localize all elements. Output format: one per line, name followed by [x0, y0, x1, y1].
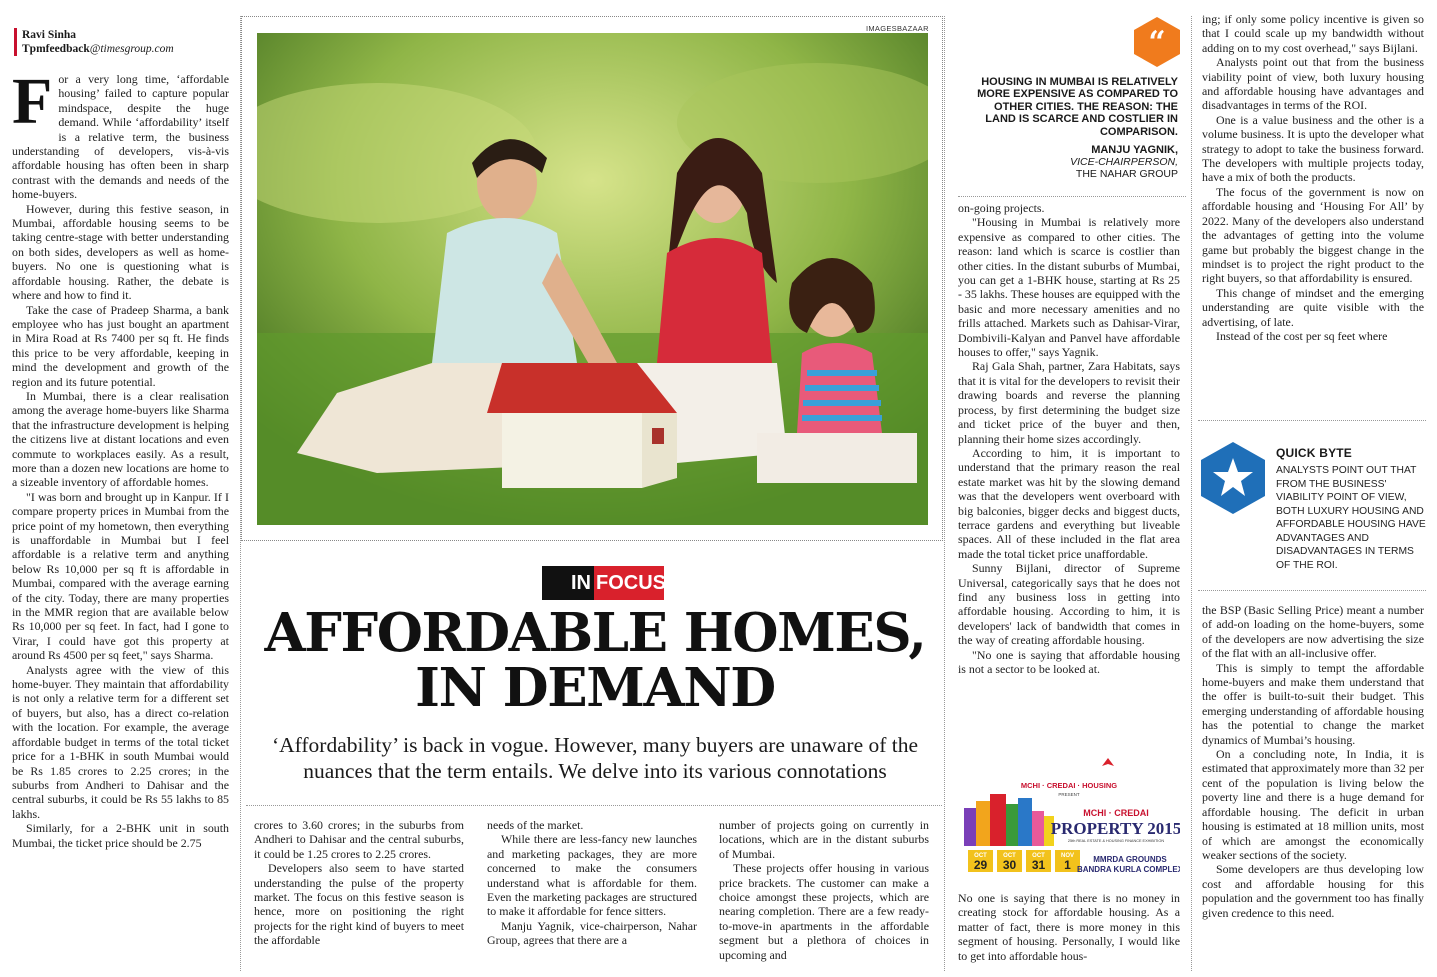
pull-quote-attribution: MANJU YAGNIK, VICE-CHAIRPERSON, THE NAHAR GROUP: [1070, 144, 1178, 180]
paragraph: Instead of the cost per sq feet where: [1216, 328, 1388, 343]
drop-cap: F: [12, 65, 53, 138]
paragraph: One is a value business and the other is a volume business. It is upto the developer what strategy to adopt to take the business forward. The developers with multiple projects today, have a mix of both the products.: [1202, 112, 1424, 185]
svg-text:PROPERTY 2015: PROPERTY 2015: [1050, 819, 1180, 838]
author-email[interactable]: Tpmfeedback@timesgroup.com: [22, 43, 174, 55]
paragraph: While there are less-fancy new launches and marketing packages, they are more concerned to make the consumers understand what is affordable for them. Even the marketing packages are structured to make it affordable for fence sitters.: [487, 832, 697, 919]
tag-focus: FOCUS: [594, 566, 664, 600]
paragraph: Analysts agree with the view of this home-buyer. They maintain that affordability is not only a relative term for a different set of buyers, but also, has a direct co-relation with the location. For example, the average affordable budget in terms of the total ticket price for a 1-BHK in south Mumbai would be Rs 1.85 crores to 2.25 crores; in the suburbs from Andheri to Dahisar and the central suburbs, it could be Rs 55 lakhs to 85 lakhs.: [12, 662, 229, 821]
horizontal-divider: [1198, 590, 1426, 591]
svg-text:PRESENT: PRESENT: [1058, 792, 1080, 797]
quick-byte-box: [1196, 440, 1426, 570]
paragraph: on-going projects.: [958, 201, 1045, 215]
photo-credit: IMAGESBAZAAR: [866, 24, 929, 33]
svg-text:MMRDA GROUNDS: MMRDA GROUNDS: [1093, 855, 1167, 864]
paragraph: According to him, it is important to understand that the primary reason the real estate market was hit by the slowing demand was that the developers went overboard with big balconies, bigger decks and biggest ducts, terrace gardens and everything but liveable spaces. All of these included in the flat area made the total ticket price unaffordable.: [958, 445, 1180, 561]
paragraph: However, during this festive season, in Mumbai, affordable housing seems to be taking centre-stage with better understanding on both sides, developers as well as home-buyers. No one is questioning what is affordable housing. Rather, the debate is where and how to find it.: [12, 201, 229, 303]
article-column-6-continued: [1202, 603, 1424, 920]
svg-text:31: 31: [1031, 858, 1046, 872]
paragraph: Similarly, for a 2-BHK unit in south Mumbai, the ticket price should be 2.75: [12, 821, 229, 850]
paragraph: This is simply to tempt the affordable home-buyers and make them understand that the offer is built-to-suit their budget. This emerging understanding of affordable housing has the potential to change the market dynamics of Mumbai’s housing.: [1202, 660, 1424, 747]
paragraph: ing; if only some policy incentive is given so that I could scale up my bandwidth without adding on to my cost overhead," says Bijlani.: [1202, 12, 1424, 55]
quick-byte-title: QUICK BYTE: [1276, 446, 1353, 460]
paragraph: This change of mindset and the emerging understanding are quite visible with the advertising, of late.: [1202, 285, 1424, 329]
paragraph: Some developers are thus developing low cost and affordable housing for this population and the government too has finally given credence to this need.: [1202, 862, 1424, 920]
author-name: Ravi Sinha: [22, 29, 77, 41]
paragraph: needs of the market.: [487, 818, 584, 832]
article-column-2: [254, 818, 464, 948]
svg-text:BANDRA KURLA COMPLEX: BANDRA KURLA COMPLEX: [1076, 865, 1180, 874]
svg-text:OCT: OCT: [1003, 853, 1016, 859]
deck: ‘Affordability’ is back in vogue. However, many buyers are unaware of the nuances that the term entails. We delve into its various connotations: [271, 733, 919, 783]
paragraph: Raj Gala Shah, partner, Zara Habitats, says that it is vital for the developers to revisit their drawing boards and reverse the planning process, by first determining the budget size and ticket price of the buyer and then, planning their home sizes accordingly.: [958, 359, 1180, 446]
family-illustration: [257, 33, 928, 525]
article-column-6: [1202, 12, 1424, 343]
headline: [250, 602, 940, 719]
svg-text:1: 1: [1064, 858, 1071, 872]
paragraph: the BSP (Basic Selling Price) meant a number of add-on loading on the home-buyers, some of the developers are now advertising the size of the flat with an all-inclusive offer.: [1202, 603, 1424, 661]
paragraph: In Mumbai, there is a clear realisation among the average home-buyers like Sharma that the infrastructure development is helping the citizens live at distant locations and even commute to workplaces easily. As a result, more than a dozen new locations are home to a sizeable inventory of affordable homes.: [12, 388, 229, 490]
paragraph: Manju Yagnik, vice-chairperson, Nahar Group, agrees that there are a: [487, 918, 697, 948]
svg-text:25th REAL ESTATE & HOUSING FIN: 25th REAL ESTATE & HOUSING FINANCE EXHIBITION: [1067, 839, 1165, 843]
column-divider: [1191, 16, 1192, 971]
pull-quote-text: HOUSING IN MUMBAI IS RELATIVELY MORE EXPENSIVE AS COMPARED TO OTHER CITIES. THE REASON: THE LAND IS SCARCE AND COSTLIER IN COMPARISON.: [977, 76, 1178, 138]
paragraph: "No one is saying that affordable housing is not a sector to be looked at.: [958, 647, 1180, 676]
svg-text:29: 29: [973, 858, 988, 872]
paragraph: crores to 3.60 crores; in the suburbs from Andheri to Dahisar and the central suburbs, it could be 1.25 crores to 2.25 crores.: [254, 818, 464, 861]
headline-line-2: IN DEMAND: [415, 657, 775, 719]
family-photo: [257, 33, 928, 525]
pull-quote-box: [958, 16, 1186, 180]
article-column-1: For a very long time, ‘affordable housing’ failed to capture popular mindspace, despite the huge demand. While ‘affordability’ itself is a relative term, the business understanding of developers, vis-à-vis affordable housing has often been in sharp contrast with the demands and needs of the home-buyers. However, during this festive season, in Mumbai, affordable housing seems to be taking centre-stage with better understanding on both sides, developers as well as home-buyers. No one is questioning what is affordable housing. Rather, the debate is where and how to find it. Take the case of Pradeep Sharma, a bank employee who has just bought an apartment in Mira Road at Rs 7400 per sq ft. He finds this price to be very affordable, keeping in mind the development and growth of the region and its future potential. In Mumbai, there is a clear realisation among the average home-buyers like Sharma that the infrastructure development is helping the citizens live at distant locations and even commute to workplaces easily. As a result, more than a dozen new locations are home to a sizeable inventory of affordable homes. "I was born and brought up in Kanpur. If I compare property prices in Mumbai from the price point of my hometown, then everything is unaffordable in Mumbai but I feel affordable is a relative term and anything below Rs 10,000 per sq ft is affordable in Mumbai, compared with the average earning of the city. Today, there are many properties in the MMR region that are available below Rs 10,000 per sq feet. In fact, had I gone to Virar, I could have got this property at around Rs 4500 per sq feet," says Sharma. Analysts agree with the view of this home-buyer. They maintain that affordability is not only a relative term for a different set of buyers, but also, has a direct co-relation with the location. For example, the average affordable budget in terms of the total ticket price for a 1-BHK in south Mumbai would be Rs 1.85 crores to 2.25 crores; in the suburbs from Andheri to Dahisar and the central suburbs, it could be Rs 55 lakhs to 85 lakhs. Similarly, for a 2-BHK unit in south Mumbai, the ticket price should be 2.75: [12, 65, 229, 850]
tag-in: IN: [542, 566, 594, 600]
horizontal-divider: [1198, 420, 1426, 421]
paragraph: On a concluding note, In India, it is estimated that approximately more than 32 per cent of the population is living below the poverty line and there is a huge demand for affordable housing. The deficit in urban housing is estimated at 18 million units, most of which are amongst the economically weaker sections of the society.: [1202, 747, 1424, 862]
star-hexagon-icon: [1198, 440, 1268, 516]
article-column-5: [958, 201, 1180, 676]
ad-dates: [968, 850, 1080, 872]
column-divider: [944, 16, 945, 971]
horizontal-divider: [958, 196, 1186, 197]
property-expo-ad[interactable]: [958, 756, 1180, 880]
svg-text:OCT: OCT: [1032, 853, 1045, 859]
paragraph: Analysts point out that from the business viability point of view, both luxury housing and affordable housing have advantages and disadvantages in terms of the ROI.: [1202, 55, 1424, 113]
paragraph: These projects offer housing in various price brackets. The customer can make a choice amongst these projects, which are nearing completion. There are a few ready-to-move-in apartments in the affordable segment but a plethora of choices in upcoming and: [719, 861, 929, 962]
svg-text:30: 30: [1002, 858, 1017, 872]
quick-byte-text: ANALYSTS POINT OUT THAT FROM THE BUSINESS' VIABILITY POINT OF VIEW, BOTH LUXURY HOUSING AND AFFORDABLE HOUSING HAVE ADVANTAGES AND DISADVANTAGES IN TERMS OF THE ROI.: [1276, 465, 1426, 571]
section-tag: [542, 566, 664, 600]
article-column-3: [487, 818, 697, 948]
paragraph: Take the case of Pradeep Sharma, a bank employee who has just bought an apartment in Mira Road at Rs 7400 per sq ft. He finds this price to be very affordable, keeping in mind the development and growth of the region and its future potential.: [12, 302, 229, 389]
article-column-5-continued: [958, 891, 1180, 963]
svg-text:OCT: OCT: [974, 853, 987, 859]
paragraph: "I was born and brought up in Kanpur. If I compare property prices in Mumbai from the price point of my hometown, then everything is unaffordable in Mumbai but I feel affordable is a relative term and anything below Rs 10,000 per sq ft is affordable in Mumbai, compared with the average earning of the city. Today, there are many properties in the MMR region that are available below Rs 10,000 per sq feet. In fact, had I gone to Virar, I could have got this property at around Rs 4500 per sq feet," says Sharma.: [12, 489, 229, 663]
svg-text:NOV: NOV: [1060, 853, 1075, 859]
svg-text:MCHI · CREDAI · HOUSING: MCHI · CREDAI · HOUSING: [1020, 781, 1118, 790]
svg-text:“: “: [1148, 25, 1166, 60]
horizontal-divider: [246, 805, 942, 806]
quote-hexagon-icon: [1132, 16, 1182, 68]
paragraph: The focus of the government is now on affordable housing and ‘Housing For All’ by 2022. Many of the developers also understand the advantages of getting into the volume game but probably the biggest change in the mindset is to project the right product to the right buyers, so that affordability is ensured.: [1202, 184, 1424, 286]
headline-line-1: AFFORDABLE HOMES,: [264, 602, 926, 664]
paragraph: Developers also seem to have started understanding the pulse of the property market. The focus on this festive season is hence, more on positioning the right projects for the right kind of buyers to meet the affordable: [254, 861, 464, 948]
paragraph: Sunny Bijlani, director of Supreme Universal, categorically says that he does not find any business loss in getting into affordable housing. According to him, it is developers' lack of bandwidth that comes in the way of creating affordable housing.: [958, 561, 1180, 648]
article-column-4: [719, 818, 929, 962]
ad-graphic: [958, 756, 1180, 880]
byline: [14, 28, 214, 56]
svg-text:MCHI · CREDAI: MCHI · CREDAI: [1083, 808, 1149, 818]
paragraph: number of projects going on currently in locations, which are in the distant suburbs of Mumbai.: [719, 818, 929, 861]
paragraph: No one is saying that there is no money in creating stock for affordable housing. As a matter of fact, there is more money in this segment of housing. Personally, I would like to get into affordable hous-: [958, 891, 1180, 963]
paragraph: "Housing in Mumbai is relatively more expensive as compared to other cities. The reason: land which is scarce is costlier than other cities. In the distant suburbs of Mumbai, you can get a 1-BHK house, starting at Rs 25 - 35 lakhs. These houses are equipped with the basic and more necessary amenities and no frills attached. Markets such as Dahisar-Virar, Dombivili-Kalyan and Panvel have affordable houses to offer," says Yagnik.: [958, 215, 1181, 360]
